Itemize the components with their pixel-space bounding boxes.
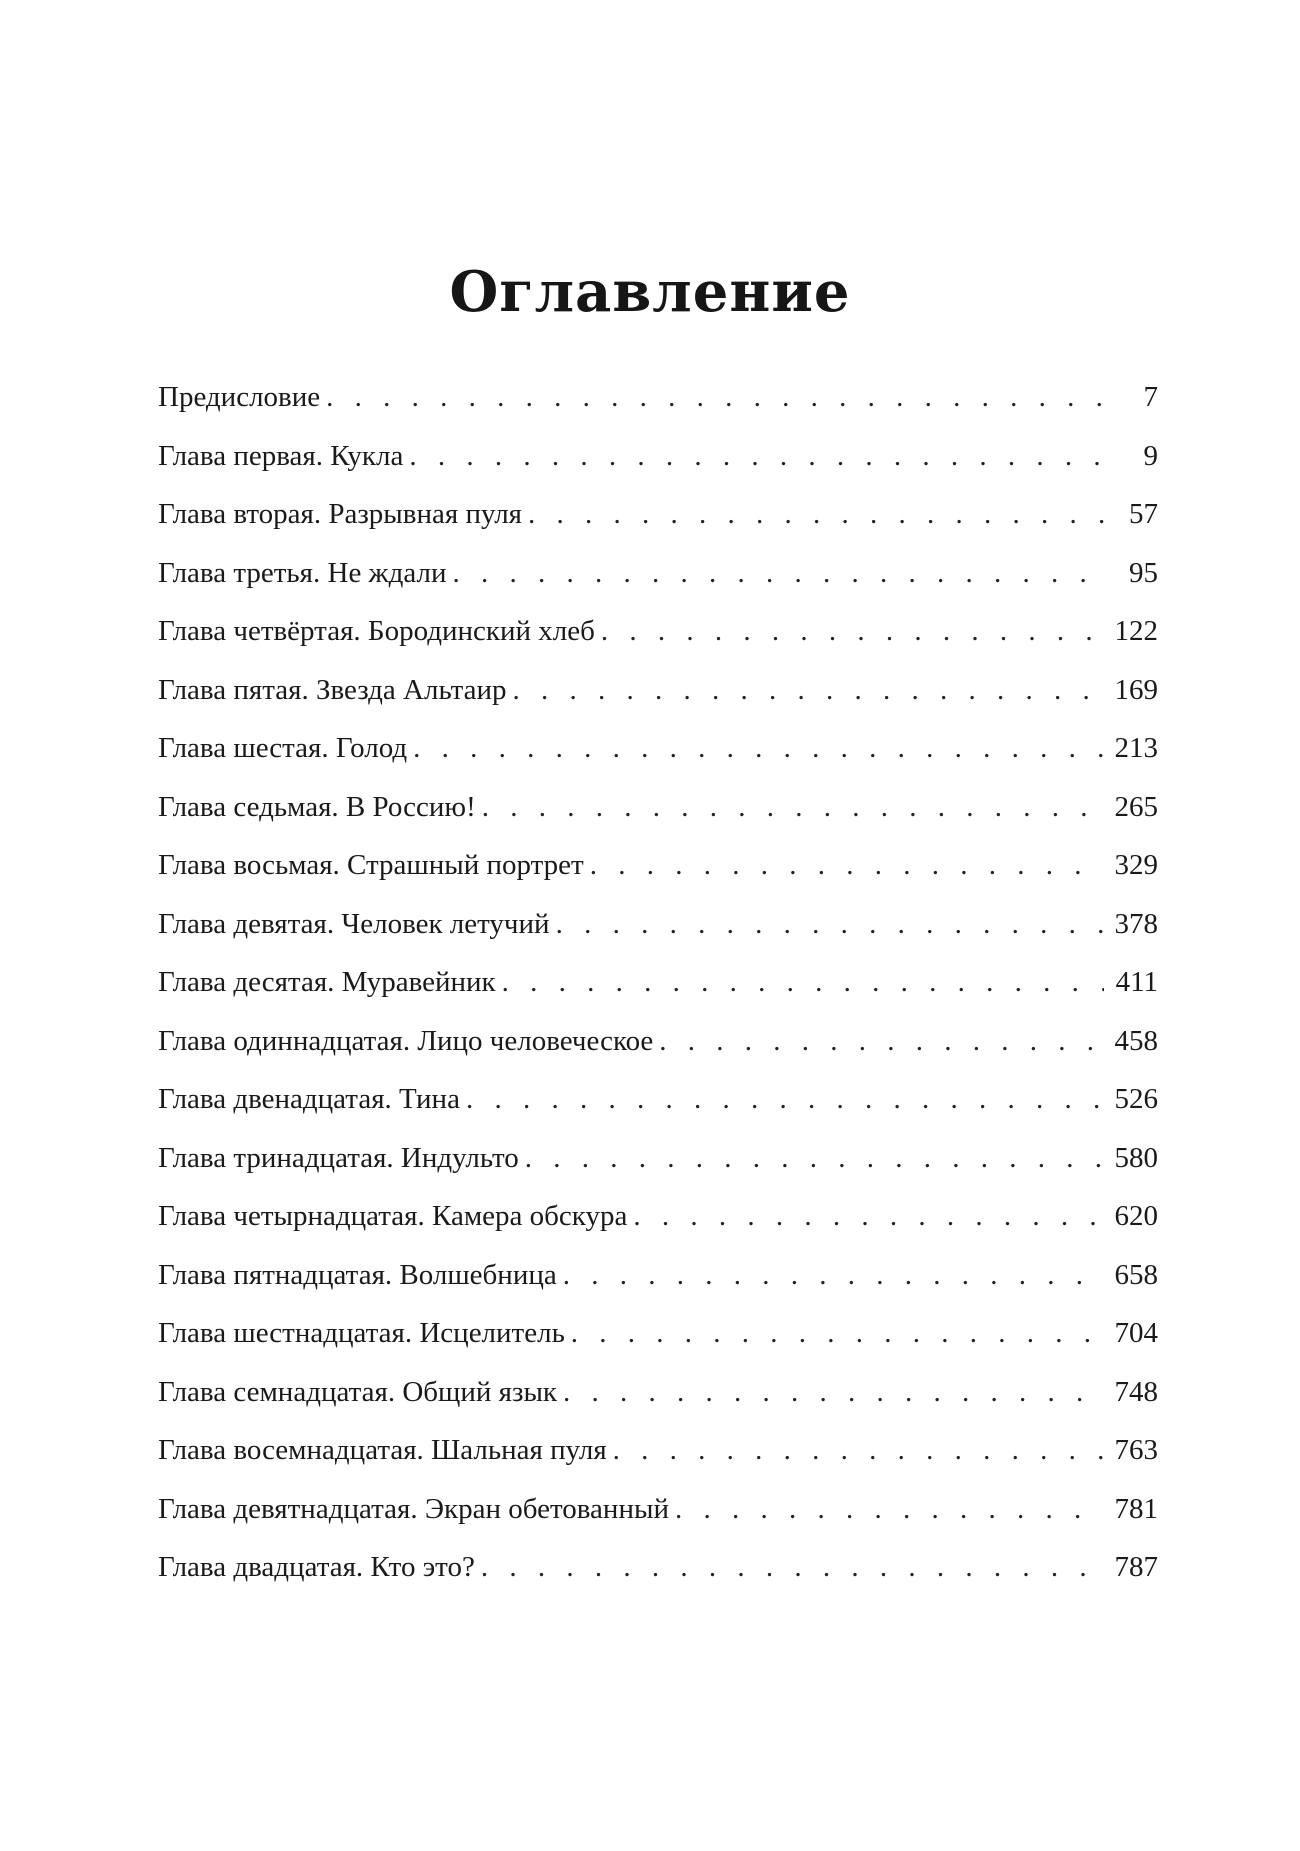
toc-entry-label: Глава пятая. Звезда Альтаир bbox=[158, 673, 507, 706]
toc-entry bbox=[158, 1079, 1158, 1138]
toc-entry-label: Глава двадцатая. Кто это? bbox=[158, 1551, 475, 1583]
dot-leader bbox=[481, 1547, 1104, 1587]
toc-entry bbox=[158, 670, 1158, 729]
toc-entry bbox=[158, 904, 1158, 963]
toc-entry-page: 95 bbox=[1129, 556, 1158, 589]
toc-entry-label: Глава тринадцатая. Индульто bbox=[158, 1141, 519, 1174]
toc-entry-label: Глава девятая. Человек летучий bbox=[158, 907, 550, 940]
toc-entry-label: Глава шестнадцатая. Исцелитель bbox=[158, 1317, 565, 1349]
toc-entry bbox=[158, 1138, 1158, 1197]
toc-entry bbox=[158, 1547, 1158, 1606]
toc-entry-page: 57 bbox=[1129, 498, 1158, 530]
dot-leader bbox=[326, 377, 1104, 417]
toc-entry-page: 748 bbox=[1114, 1375, 1158, 1408]
toc-entry-label: Глава пятнадцатая. Волшебница bbox=[158, 1258, 557, 1291]
toc-entry-label: Глава одиннадцатая. Лицо человеческое bbox=[158, 1024, 654, 1057]
toc-entry-page: 620 bbox=[1114, 1200, 1158, 1232]
toc-entry-label: Глава третья. Не ждали bbox=[158, 556, 447, 589]
dot-leader bbox=[675, 1489, 1104, 1529]
toc-entry-label: Глава вторая. Разрывная пуля bbox=[158, 498, 523, 530]
dot-leader bbox=[563, 1255, 1104, 1295]
toc-entry-page: 458 bbox=[1114, 1024, 1158, 1057]
toc-entry bbox=[158, 845, 1158, 904]
toc-entry-page: 9 bbox=[1143, 439, 1158, 472]
toc-entry bbox=[158, 1196, 1158, 1255]
toc-entry bbox=[158, 1430, 1158, 1489]
toc-entry bbox=[158, 1372, 1158, 1431]
table-of-contents bbox=[158, 377, 1158, 1606]
toc-entry-label: Предисловие bbox=[158, 381, 321, 413]
toc-entry bbox=[158, 728, 1158, 787]
toc-entry-label: Глава восьмая. Страшный портрет bbox=[158, 849, 584, 881]
toc-entry-page: 213 bbox=[1114, 732, 1158, 764]
toc-entry-label: Глава шестая. Голод bbox=[158, 732, 408, 764]
dot-leader bbox=[633, 1196, 1104, 1236]
dot-leader bbox=[659, 1021, 1104, 1061]
toc-entry-page: 122 bbox=[1114, 615, 1158, 647]
dot-leader bbox=[613, 1430, 1104, 1470]
dot-leader bbox=[563, 1372, 1104, 1412]
toc-entry-page: 329 bbox=[1114, 849, 1158, 881]
toc-entry-label: Глава седьмая. В Россию! bbox=[158, 790, 476, 823]
toc-entry-label: Глава четырнадцатая. Камера обскура bbox=[158, 1200, 628, 1232]
toc-entry-page: 7 bbox=[1143, 381, 1158, 413]
dot-leader bbox=[590, 845, 1104, 885]
page-title: Оглавление bbox=[449, 259, 851, 325]
toc-entry bbox=[158, 377, 1158, 436]
toc-entry-page: 411 bbox=[1115, 966, 1158, 998]
toc-entry-page: 580 bbox=[1114, 1141, 1158, 1174]
toc-entry-page: 704 bbox=[1114, 1317, 1158, 1349]
toc-entry bbox=[158, 1489, 1158, 1548]
toc-entry-page: 265 bbox=[1114, 790, 1158, 823]
dot-leader bbox=[513, 670, 1105, 710]
toc-entry bbox=[158, 553, 1158, 612]
toc-entry bbox=[158, 1313, 1158, 1372]
dot-leader bbox=[466, 1079, 1104, 1119]
toc-entry-page: 763 bbox=[1114, 1434, 1158, 1466]
toc-entry bbox=[158, 1255, 1158, 1314]
toc-entry-page: 658 bbox=[1114, 1258, 1158, 1291]
dot-leader bbox=[528, 494, 1104, 534]
toc-entry bbox=[158, 494, 1158, 553]
dot-leader bbox=[601, 611, 1104, 651]
toc-entry bbox=[158, 611, 1158, 670]
toc-entry-page: 169 bbox=[1114, 673, 1158, 706]
toc-entry-label: Глава семнадцатая. Общий язык bbox=[158, 1375, 558, 1408]
dot-leader bbox=[571, 1313, 1104, 1353]
toc-entry bbox=[158, 1021, 1158, 1080]
dot-leader bbox=[482, 787, 1104, 827]
toc-entry bbox=[158, 787, 1158, 846]
toc-entry bbox=[158, 436, 1158, 495]
dot-leader bbox=[452, 553, 1104, 593]
toc-entry-page: 787 bbox=[1114, 1551, 1158, 1583]
toc-entry-page: 378 bbox=[1114, 907, 1158, 940]
toc-entry-label: Глава первая. Кукла bbox=[158, 439, 404, 472]
toc-entry-page: 526 bbox=[1114, 1083, 1158, 1115]
toc-entry-page: 781 bbox=[1114, 1492, 1158, 1525]
toc-entry bbox=[158, 962, 1158, 1021]
dot-leader bbox=[502, 962, 1104, 1002]
toc-entry-label: Глава двенадцатая. Тина bbox=[158, 1083, 460, 1115]
dot-leader bbox=[525, 1138, 1104, 1178]
toc-entry-label: Глава девятнадцатая. Экран обетованный bbox=[158, 1492, 669, 1525]
dot-leader bbox=[413, 728, 1104, 768]
dot-leader bbox=[556, 904, 1104, 944]
toc-entry-label: Глава восемнадцатая. Шальная пуля bbox=[158, 1434, 607, 1466]
dot-leader bbox=[409, 436, 1104, 476]
toc-entry-label: Глава десятая. Муравейник bbox=[158, 966, 496, 998]
toc-entry-label: Глава четвёртая. Бородинский хлеб bbox=[158, 615, 595, 647]
